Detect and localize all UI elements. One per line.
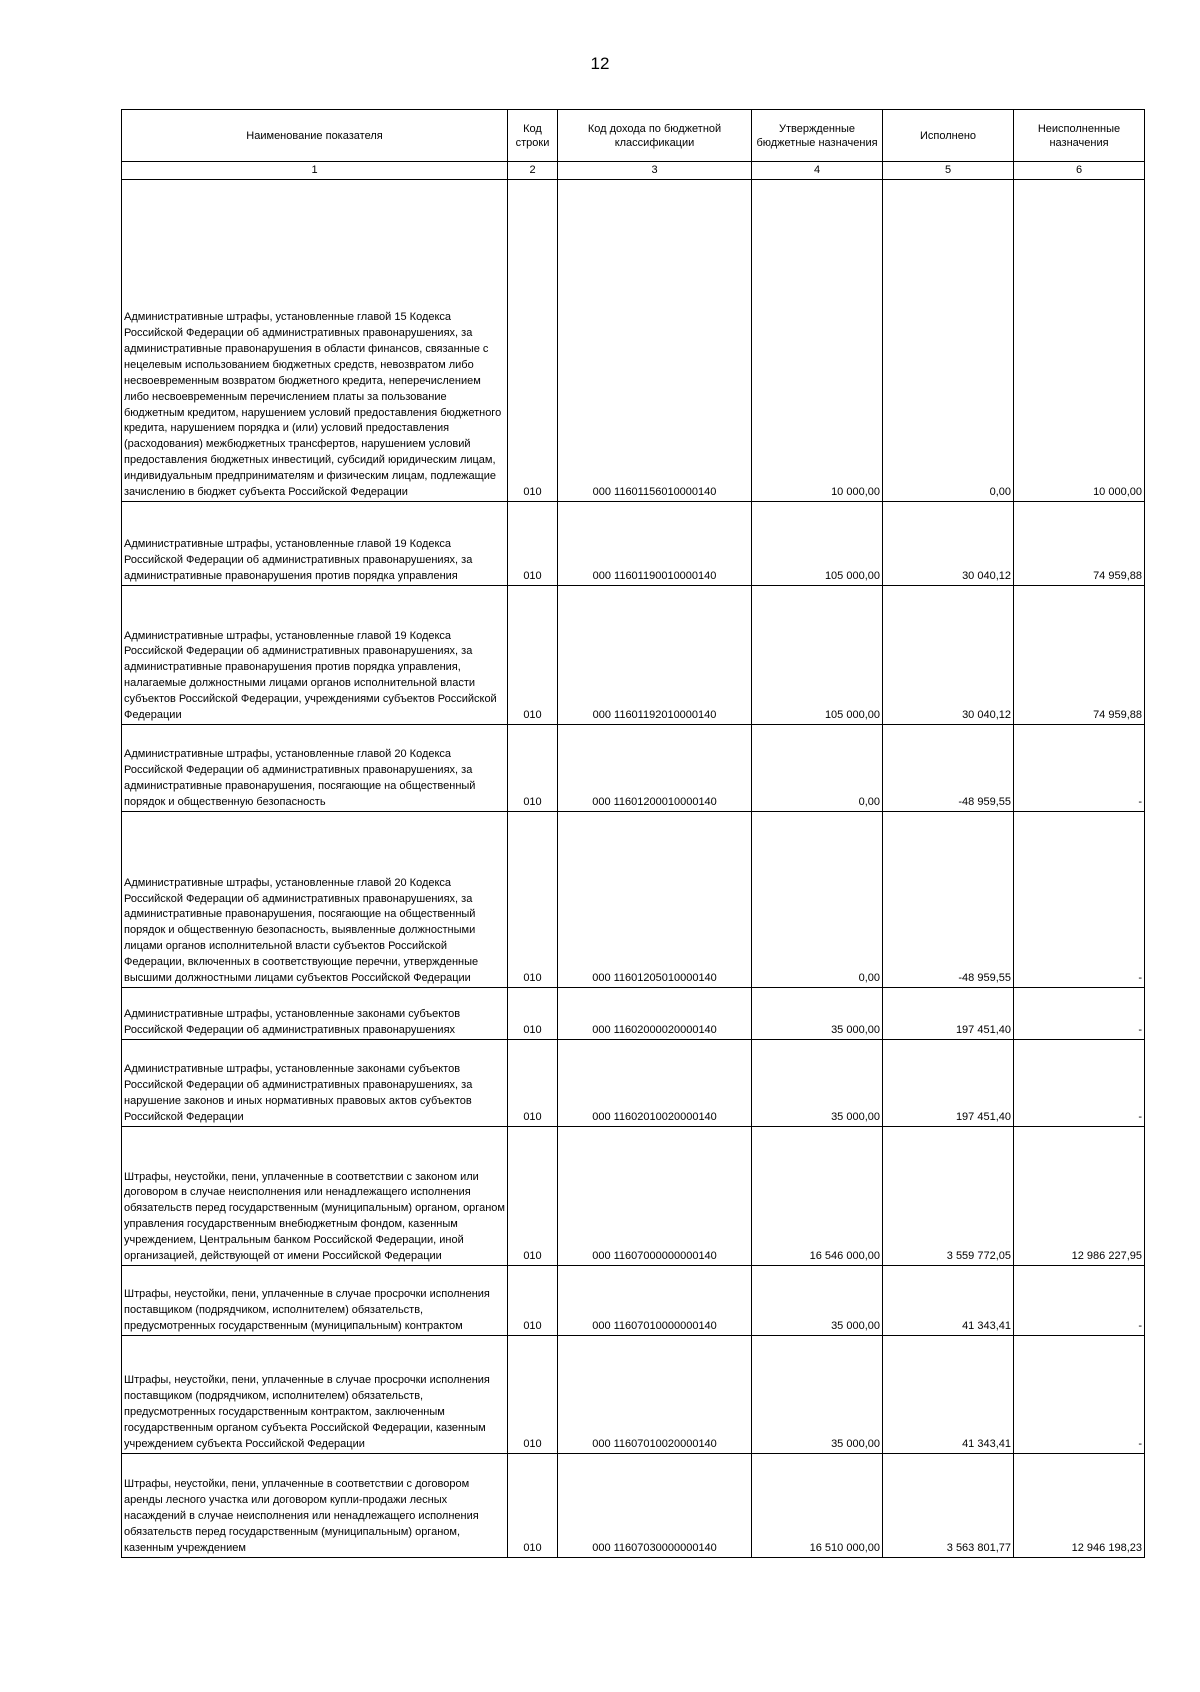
indicator-name: Административные штрафы, установленные главой 15 Кодекса Российской Федерации об административных правонарушениях, за административные правонарушения в области финансов, связанные с нецелевым использованием бюджетных средств, невозвратом либо несвоевременным возвратом бюджетного кредита, неперечислением либо несвоевременным перечислением платы за пользование бюджетным кредитом, нарушением условий предоставления бюджетного кредита, нарушением порядка и (или) условий предоставления (расходования) межбюджетных трансфертов, нарушением условий предоставления бюджетных инвестиций, субсидий юридическим лицам, индивидуальным предпринимателям и физическим лицам, подлежащие зачислению в бюджет субъекта Российской Федерации	[122, 180, 508, 502]
row-code: 010	[508, 1266, 558, 1336]
income-code: 000 11601200010000140	[558, 725, 752, 812]
table-row	[122, 1266, 1145, 1336]
income-code: 000 11607010020000140	[558, 1336, 752, 1454]
executed-amount: 3 559 772,05	[883, 1127, 1014, 1266]
executed-amount: 0,00	[883, 180, 1014, 502]
approved-amount: 10 000,00	[752, 180, 883, 502]
executed-amount: 30 040,12	[883, 586, 1014, 725]
indicator-name: Административные штрафы, установленные главой 20 Кодекса Российской Федерации об административных правонарушениях, за административные правонарушения, посягающие на общественный порядок и общественную безопасность	[122, 725, 508, 812]
approved-amount: 35 000,00	[752, 1266, 883, 1336]
table-header-row	[122, 110, 1145, 162]
approved-amount: 35 000,00	[752, 1336, 883, 1454]
indicator-name: Административные штрафы, установленные законами субъектов Российской Федерации об административных правонарушениях, за нарушение законов и иных нормативных правовых актов субъектов Российской Федерации	[122, 1040, 508, 1127]
table-row	[122, 1336, 1145, 1454]
executed-amount: 30 040,12	[883, 502, 1014, 586]
unexecuted-amount: -	[1014, 725, 1145, 812]
indicator-name: Административные штрафы, установленные главой 19 Кодекса Российской Федерации об административных правонарушениях, за административные правонарушения против порядка управления	[122, 502, 508, 586]
budget-revenue-table	[121, 109, 1145, 1558]
row-code: 010	[508, 1040, 558, 1127]
row-code: 010	[508, 1127, 558, 1266]
approved-amount: 0,00	[752, 812, 883, 988]
executed-amount: 197 451,40	[883, 988, 1014, 1040]
header-row-code: Код строки	[508, 110, 558, 162]
table-row	[122, 812, 1145, 988]
table-row	[122, 502, 1145, 586]
page-number: 12	[590, 54, 610, 73]
indicator-name: Штрафы, неустойки, пени, уплаченные в соответствии с законом или договором в случае неисполнения или ненадлежащего исполнения обязательств перед государственным (муниципальным) органом, органом управления государственным внебюджетным фондом, казенным учреждением, Центральным банком Российской Федерации, иной организацией, действующей от имени Российской Федерации	[122, 1127, 508, 1266]
header-income-code: Код дохода по бюджетной классификации	[558, 110, 752, 162]
income-code: 000 11607010000000140	[558, 1266, 752, 1336]
header-unexecuted: Неисполненные назначения	[1014, 110, 1145, 162]
indicator-name: Штрафы, неустойки, пени, уплаченные в случае просрочки исполнения поставщиком (подрядчиком, исполнителем) обязательств, предусмотренных государственным (муниципальным) контрактом	[122, 1266, 508, 1336]
column-number: 5	[883, 162, 1014, 180]
income-code: 000 11601192010000140	[558, 586, 752, 725]
unexecuted-amount: 12 946 198,23	[1014, 1454, 1145, 1558]
row-code: 010	[508, 180, 558, 502]
executed-amount: -48 959,55	[883, 725, 1014, 812]
row-code: 010	[508, 1454, 558, 1558]
column-number-row	[122, 162, 1145, 180]
column-number: 4	[752, 162, 883, 180]
unexecuted-amount: 74 959,88	[1014, 502, 1145, 586]
table-row	[122, 988, 1145, 1040]
table-row	[122, 1127, 1145, 1266]
unexecuted-amount: 74 959,88	[1014, 586, 1145, 725]
row-code: 010	[508, 586, 558, 725]
table-row	[122, 1454, 1145, 1558]
header-executed: Исполнено	[883, 110, 1014, 162]
unexecuted-amount: -	[1014, 1040, 1145, 1127]
table-row	[122, 1040, 1145, 1127]
column-number: 1	[122, 162, 508, 180]
unexecuted-amount: 12 986 227,95	[1014, 1127, 1145, 1266]
executed-amount: 41 343,41	[883, 1336, 1014, 1454]
column-number: 6	[1014, 162, 1145, 180]
table-row	[122, 180, 1145, 502]
income-code: 000 11601205010000140	[558, 812, 752, 988]
header-indicator-name: Наименование показателя	[122, 110, 508, 162]
income-code: 000 11607030000000140	[558, 1454, 752, 1558]
approved-amount: 16 510 000,00	[752, 1454, 883, 1558]
indicator-name: Административные штрафы, установленные главой 19 Кодекса Российской Федерации об административных правонарушениях, за административные правонарушения против порядка управления, налагаемые должностными лицами органов исполнительной власти субъектов Российской Федерации, учреждениями субъектов Российской Федерации	[122, 586, 508, 725]
unexecuted-amount: -	[1014, 1336, 1145, 1454]
income-code: 000 11601156010000140	[558, 180, 752, 502]
indicator-name: Штрафы, неустойки, пени, уплаченные в случае просрочки исполнения поставщиком (подрядчиком, исполнителем) обязательств, предусмотренных государственным контрактом, заключенным государственным органом субъекта Российской Федерации, казенным учреждением субъекта Российской Федерации	[122, 1336, 508, 1454]
income-code: 000 11602000020000140	[558, 988, 752, 1040]
executed-amount: 197 451,40	[883, 1040, 1014, 1127]
indicator-name: Административные штрафы, установленные законами субъектов Российской Федерации об административных правонарушениях	[122, 988, 508, 1040]
executed-amount: -48 959,55	[883, 812, 1014, 988]
approved-amount: 105 000,00	[752, 502, 883, 586]
row-code: 010	[508, 725, 558, 812]
row-code: 010	[508, 812, 558, 988]
income-code: 000 11601190010000140	[558, 502, 752, 586]
unexecuted-amount: 10 000,00	[1014, 180, 1145, 502]
executed-amount: 3 563 801,77	[883, 1454, 1014, 1558]
column-number: 3	[558, 162, 752, 180]
row-code: 010	[508, 988, 558, 1040]
row-code: 010	[508, 1336, 558, 1454]
executed-amount: 41 343,41	[883, 1266, 1014, 1336]
header-approved: Утвержденные бюджетные назначения	[752, 110, 883, 162]
unexecuted-amount: -	[1014, 812, 1145, 988]
income-code: 000 11607000000000140	[558, 1127, 752, 1266]
indicator-name: Административные штрафы, установленные главой 20 Кодекса Российской Федерации об административных правонарушениях, за административные правонарушения, посягающие на общественный порядок и общественную безопасность, выявленные должностными лицами органов исполнительной власти субъектов Российской Федерации, включенных в соответствующие перечни, утвержденные высшими должностными лицами субъектов Российской Федерации	[122, 812, 508, 988]
approved-amount: 105 000,00	[752, 586, 883, 725]
table-row	[122, 725, 1145, 812]
approved-amount: 35 000,00	[752, 988, 883, 1040]
table-row	[122, 586, 1145, 725]
row-code: 010	[508, 502, 558, 586]
income-code: 000 11602010020000140	[558, 1040, 752, 1127]
indicator-name: Штрафы, неустойки, пени, уплаченные в соответствии с договором аренды лесного участка или договором купли-продажи лесных насаждений в случае неисполнения или ненадлежащего исполнения обязательств перед государственным (муниципальным) органом, казенным учреждением	[122, 1454, 508, 1558]
approved-amount: 16 546 000,00	[752, 1127, 883, 1266]
approved-amount: 0,00	[752, 725, 883, 812]
approved-amount: 35 000,00	[752, 1040, 883, 1127]
unexecuted-amount: -	[1014, 988, 1145, 1040]
column-number: 2	[508, 162, 558, 180]
unexecuted-amount: -	[1014, 1266, 1145, 1336]
